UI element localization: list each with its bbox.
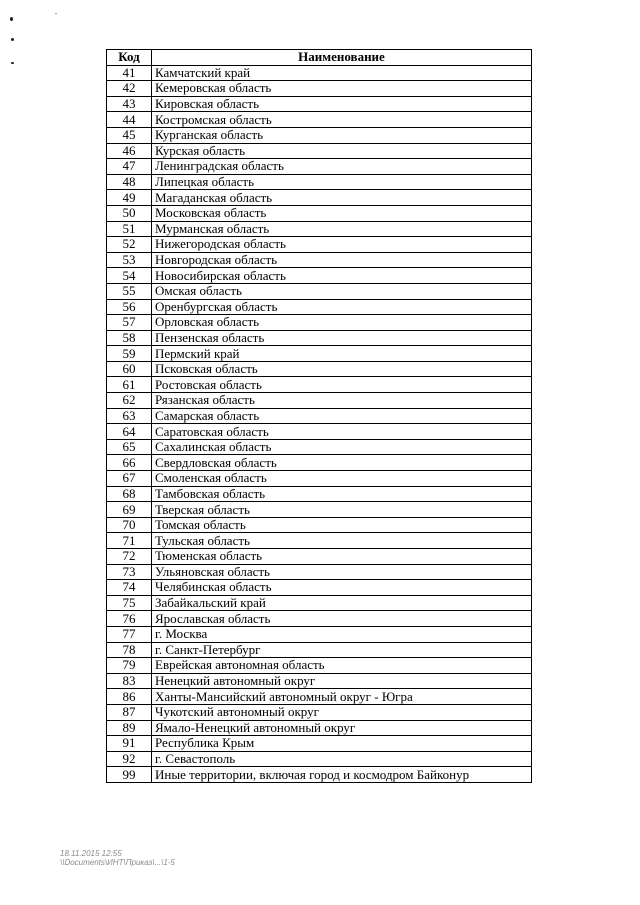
row-name: Тульская область bbox=[152, 533, 532, 549]
row-code: 99 bbox=[107, 767, 152, 783]
row-name: Рязанская область bbox=[152, 393, 532, 409]
row-code: 50 bbox=[107, 205, 152, 221]
row-name: Кировская область bbox=[152, 96, 532, 112]
row-name: Ямало-Ненецкий автономный округ bbox=[152, 720, 532, 736]
row-name: Свердловская область bbox=[152, 455, 532, 471]
table-row bbox=[107, 439, 532, 455]
table-row bbox=[107, 96, 532, 112]
row-name: Псковская область bbox=[152, 361, 532, 377]
row-code: 67 bbox=[107, 471, 152, 487]
print-stamp-date: 18.11.2015 12:55 bbox=[60, 849, 122, 858]
row-code: 78 bbox=[107, 642, 152, 658]
table-row bbox=[107, 595, 532, 611]
scan-mark bbox=[11, 62, 14, 64]
row-code: 51 bbox=[107, 221, 152, 237]
row-code: 43 bbox=[107, 96, 152, 112]
row-code: 73 bbox=[107, 564, 152, 580]
row-code: 74 bbox=[107, 580, 152, 596]
table-row bbox=[107, 424, 532, 440]
row-code: 68 bbox=[107, 486, 152, 502]
table-row bbox=[107, 112, 532, 128]
row-code: 47 bbox=[107, 159, 152, 175]
row-name: Магаданская область bbox=[152, 190, 532, 206]
row-name: Оренбургская область bbox=[152, 299, 532, 315]
row-name: г. Севастополь bbox=[152, 751, 532, 767]
table-row bbox=[107, 346, 532, 362]
row-name: Ростовская область bbox=[152, 377, 532, 393]
row-name: Ульяновская область bbox=[152, 564, 532, 580]
row-name: Ханты-Мансийский автономный округ - Югра bbox=[152, 689, 532, 705]
row-code: 86 bbox=[107, 689, 152, 705]
table-row bbox=[107, 315, 532, 331]
row-name: г. Санкт-Петербург bbox=[152, 642, 532, 658]
table-row bbox=[107, 330, 532, 346]
row-name: Ленинградская область bbox=[152, 159, 532, 175]
row-name: Чукотский автономный округ bbox=[152, 704, 532, 720]
table-row bbox=[107, 190, 532, 206]
table-row bbox=[107, 471, 532, 487]
row-code: 59 bbox=[107, 346, 152, 362]
row-name: г. Москва bbox=[152, 626, 532, 642]
table-body bbox=[107, 65, 532, 782]
row-name: Республика Крым bbox=[152, 736, 532, 752]
row-name: Тамбовская область bbox=[152, 486, 532, 502]
row-name: Курская область bbox=[152, 143, 532, 159]
row-code: 70 bbox=[107, 517, 152, 533]
print-stamp bbox=[60, 849, 175, 867]
table-row bbox=[107, 283, 532, 299]
row-code: 72 bbox=[107, 549, 152, 565]
row-name: Мурманская область bbox=[152, 221, 532, 237]
row-name: Московская область bbox=[152, 205, 532, 221]
table-row bbox=[107, 751, 532, 767]
row-name: Смоленская область bbox=[152, 471, 532, 487]
table-row bbox=[107, 502, 532, 518]
row-code: 45 bbox=[107, 127, 152, 143]
row-code: 65 bbox=[107, 439, 152, 455]
row-name: Нижегородская область bbox=[152, 237, 532, 253]
table-row bbox=[107, 564, 532, 580]
row-code: 58 bbox=[107, 330, 152, 346]
row-name: Ярославская область bbox=[152, 611, 532, 627]
header-code: Код bbox=[107, 50, 152, 66]
table-row bbox=[107, 65, 532, 81]
row-code: 60 bbox=[107, 361, 152, 377]
row-code: 54 bbox=[107, 268, 152, 284]
row-code: 76 bbox=[107, 611, 152, 627]
row-code: 61 bbox=[107, 377, 152, 393]
row-code: 71 bbox=[107, 533, 152, 549]
table-row bbox=[107, 455, 532, 471]
row-name: Курганская область bbox=[152, 127, 532, 143]
table-row bbox=[107, 299, 532, 315]
table-row bbox=[107, 143, 532, 159]
row-name: Омская область bbox=[152, 283, 532, 299]
table-row bbox=[107, 268, 532, 284]
row-name: Кемеровская область bbox=[152, 81, 532, 97]
row-code: 53 bbox=[107, 252, 152, 268]
table-row bbox=[107, 159, 532, 175]
row-code: 91 bbox=[107, 736, 152, 752]
scan-dot bbox=[55, 13, 57, 14]
row-code: 52 bbox=[107, 237, 152, 253]
table-row bbox=[107, 767, 532, 783]
row-name: Ненецкий автономный округ bbox=[152, 673, 532, 689]
table-row bbox=[107, 689, 532, 705]
row-name: Новгородская область bbox=[152, 252, 532, 268]
row-name: Липецкая область bbox=[152, 174, 532, 190]
region-codes-table bbox=[106, 49, 532, 783]
row-code: 41 bbox=[107, 65, 152, 81]
row-name: Камчатский край bbox=[152, 65, 532, 81]
table-row bbox=[107, 377, 532, 393]
table-row bbox=[107, 252, 532, 268]
row-name: Костромская область bbox=[152, 112, 532, 128]
table-row bbox=[107, 580, 532, 596]
row-code: 48 bbox=[107, 174, 152, 190]
row-name: Саратовская область bbox=[152, 424, 532, 440]
row-name: Томская область bbox=[152, 517, 532, 533]
table-row bbox=[107, 486, 532, 502]
row-code: 49 bbox=[107, 190, 152, 206]
table-row bbox=[107, 127, 532, 143]
row-name: Челябинская область bbox=[152, 580, 532, 596]
scan-mark bbox=[10, 17, 13, 21]
table-row bbox=[107, 658, 532, 674]
row-code: 83 bbox=[107, 673, 152, 689]
table-row bbox=[107, 517, 532, 533]
row-code: 77 bbox=[107, 626, 152, 642]
row-code: 64 bbox=[107, 424, 152, 440]
table-row bbox=[107, 221, 532, 237]
print-stamp-path: \\Documents\ИНТ\Приказ\...\1-5 bbox=[60, 858, 175, 867]
row-code: 55 bbox=[107, 283, 152, 299]
row-name: Тверская область bbox=[152, 502, 532, 518]
row-code: 75 bbox=[107, 595, 152, 611]
table-row bbox=[107, 174, 532, 190]
table-row bbox=[107, 720, 532, 736]
table-row bbox=[107, 393, 532, 409]
row-code: 44 bbox=[107, 112, 152, 128]
row-code: 46 bbox=[107, 143, 152, 159]
row-name: Пермский край bbox=[152, 346, 532, 362]
table-row bbox=[107, 408, 532, 424]
row-code: 66 bbox=[107, 455, 152, 471]
table-row bbox=[107, 736, 532, 752]
row-code: 69 bbox=[107, 502, 152, 518]
row-name: Самарская область bbox=[152, 408, 532, 424]
row-code: 56 bbox=[107, 299, 152, 315]
row-code: 42 bbox=[107, 81, 152, 97]
scan-mark bbox=[11, 38, 14, 41]
row-name: Еврейская автономная область bbox=[152, 658, 532, 674]
table-row bbox=[107, 237, 532, 253]
row-name: Новосибирская область bbox=[152, 268, 532, 284]
row-name: Пензенская область bbox=[152, 330, 532, 346]
table-row bbox=[107, 611, 532, 627]
table-row bbox=[107, 673, 532, 689]
row-name: Иные территории, включая город и космодром Байконур bbox=[152, 767, 532, 783]
row-code: 89 bbox=[107, 720, 152, 736]
table-row bbox=[107, 549, 532, 565]
header-name: Наименование bbox=[152, 50, 532, 66]
table-row bbox=[107, 361, 532, 377]
row-name: Орловская область bbox=[152, 315, 532, 331]
table-row bbox=[107, 626, 532, 642]
table-row bbox=[107, 642, 532, 658]
row-code: 57 bbox=[107, 315, 152, 331]
table-header-row bbox=[107, 50, 532, 66]
row-code: 62 bbox=[107, 393, 152, 409]
table-row bbox=[107, 704, 532, 720]
row-code: 63 bbox=[107, 408, 152, 424]
table-row bbox=[107, 205, 532, 221]
row-name: Забайкальский край bbox=[152, 595, 532, 611]
row-name: Сахалинская область bbox=[152, 439, 532, 455]
row-code: 92 bbox=[107, 751, 152, 767]
row-name: Тюменская область bbox=[152, 549, 532, 565]
table-row bbox=[107, 81, 532, 97]
table-row bbox=[107, 533, 532, 549]
row-code: 87 bbox=[107, 704, 152, 720]
row-code: 79 bbox=[107, 658, 152, 674]
